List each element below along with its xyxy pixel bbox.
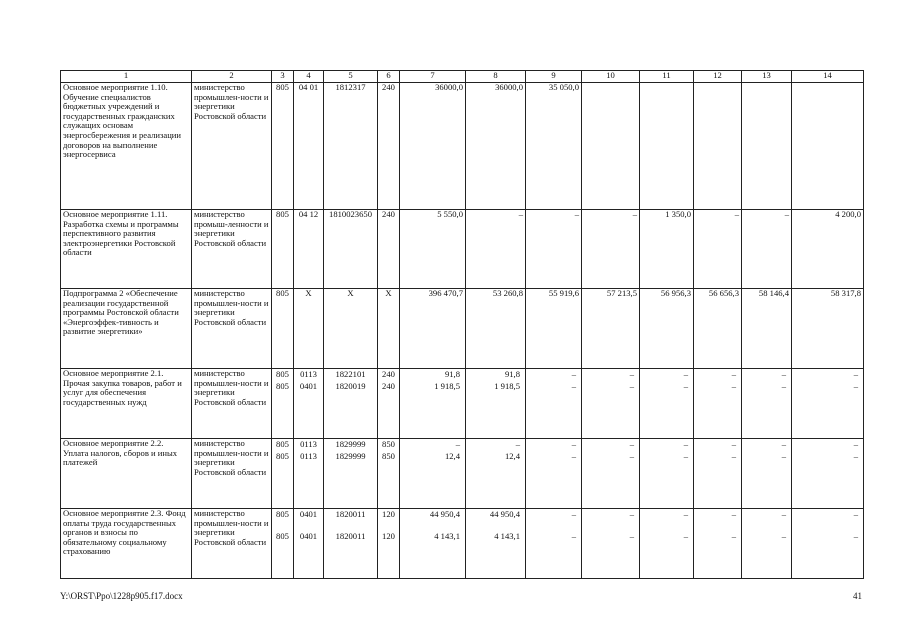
value-line: – [571,381,576,391]
value-cell: – [466,210,526,289]
value-cell [742,509,792,579]
value-line: 805 [276,381,289,391]
value-cell [694,83,742,210]
value-line: – [629,531,634,541]
value-line: – [853,451,858,461]
value-line: – [571,451,576,461]
col-header: 14 [792,71,864,83]
value-line: 120 [382,531,395,541]
value-cell [640,369,694,439]
value-cell: 56 656,3 [694,289,742,369]
value-line: 1829999 [335,439,366,449]
value-line: – [731,369,736,379]
value-line: – [455,439,460,449]
value-line: 0401 [299,381,318,391]
value-line: – [629,369,634,379]
value-cell [582,439,640,509]
value-cell [742,439,792,509]
value-cell: 1810023650 [324,210,378,289]
value-cell [400,439,466,509]
value-cell [640,83,694,210]
value-line: – [571,369,576,379]
value-line: – [515,439,520,449]
value-line: 12,4 [504,451,520,461]
value-cell: 36000,0 [466,83,526,210]
value-cell [694,369,742,439]
value-cell [694,439,742,509]
value-cell [272,439,294,509]
value-cell: 53 260,8 [466,289,526,369]
value-cell [400,509,466,579]
table-row [61,210,864,289]
value-cell [582,83,640,210]
value-cell: 04 01 [294,83,324,210]
value-cell: – [742,210,792,289]
col-header: 7 [400,71,466,83]
value-cell: 1 350,0 [640,210,694,289]
value-line: – [571,531,576,541]
value-cell [526,509,582,579]
value-line: 240 [382,381,395,391]
value-line: 12,4 [444,451,460,461]
value-line: 850 [382,451,395,461]
value-line: 1822101 [335,369,366,379]
value-cell: – [582,210,640,289]
value-line: – [781,381,786,391]
value-cell: Х [294,289,324,369]
value-line: 0113 [300,451,317,461]
value-line: 850 [382,439,395,449]
value-line: – [853,509,858,519]
event-name-cell: Основное мероприятие 2.2. Уплата налогов, сборов и иных платежей [61,439,192,509]
value-cell [792,83,864,210]
executor-cell: министерство промыш-ленности и энергетики Ростовской области [192,210,272,289]
value-line: 1 918,5 [434,381,460,391]
value-line: 4 143,1 [434,531,460,541]
value-line: – [683,439,688,449]
value-cell [466,369,526,439]
value-cell [582,509,640,579]
value-line: 4 143,1 [494,531,520,541]
value-line: 44 950,4 [429,509,460,519]
value-line: 1820011 [335,531,366,541]
value-cell [640,439,694,509]
table-row [61,439,864,509]
value-cell: 805 [272,289,294,369]
value-cell: Х [324,289,378,369]
value-line: – [731,531,736,541]
value-line: – [853,531,858,541]
value-line: – [781,451,786,461]
col-header: 10 [582,71,640,83]
value-line: 805 [276,509,289,519]
value-cell: 35 050,0 [526,83,582,210]
col-header: 13 [742,71,792,83]
value-cell: 240 [378,210,400,289]
value-line: – [629,451,634,461]
value-line: – [853,439,858,449]
value-line: – [571,509,576,519]
executor-cell: министерство промышлен-ности и энергетики Ростовской области [192,369,272,439]
event-name-cell: Основное мероприятие 2.3. Фонд оплаты труда государственных органов и взносы по обязательному социальному страхованию [61,509,192,579]
value-cell: 55 919,6 [526,289,582,369]
value-line: – [629,381,634,391]
value-line: – [629,509,634,519]
value-cell [294,509,324,579]
value-cell: Х [378,289,400,369]
value-line: 1829999 [335,451,366,461]
value-cell: – [526,210,582,289]
value-cell: 36000,0 [400,83,466,210]
value-line: 805 [276,369,289,379]
value-line: – [731,381,736,391]
value-cell: 1812317 [324,83,378,210]
value-line: 0401 [299,509,318,519]
col-header: 2 [192,71,272,83]
value-cell [378,509,400,579]
value-cell: 396 470,7 [400,289,466,369]
value-line: – [683,531,688,541]
table-row [61,369,864,439]
executor-cell: министерство промышлен-ности и энергетики Ростовской области [192,83,272,210]
value-line: 120 [382,509,395,519]
value-line: 1820019 [335,381,366,391]
value-cell [466,439,526,509]
value-line: – [853,381,858,391]
header-row [61,71,864,83]
col-header: 1 [61,71,192,83]
value-cell [640,509,694,579]
page-number: 41 [853,591,862,601]
value-line: 805 [276,451,289,461]
value-cell [582,369,640,439]
value-cell [792,439,864,509]
col-header: 4 [294,71,324,83]
value-line: 805 [276,439,289,449]
value-line: – [629,439,634,449]
value-cell [294,439,324,509]
col-header: 8 [466,71,526,83]
value-cell [324,439,378,509]
value-cell: 805 [272,210,294,289]
event-name-cell: Основное мероприятие 1.10. Обучение специалистов бюджетных учреждений и государственных гражданских служащих основам энергосбережения и реализации договоров на выполнение энергосервиса [61,83,192,210]
event-name-cell: Основное мероприятие 1.11. Разработка схемы и программы перспективного развития электроэнергетики Ростовской области [61,210,192,289]
value-cell [324,509,378,579]
value-line: – [781,369,786,379]
table-row [61,509,864,579]
value-line: – [571,439,576,449]
table-row [61,83,864,210]
col-header: 3 [272,71,294,83]
value-line: – [683,381,688,391]
value-cell [466,509,526,579]
value-cell: 240 [378,83,400,210]
value-cell: 58 317,8 [792,289,864,369]
value-cell: 4 200,0 [792,210,864,289]
value-line: – [731,509,736,519]
event-name-cell: Основное мероприятие 2.1. Прочая закупка товаров, работ и услуг для обеспечения государственных нужд [61,369,192,439]
budget-table [60,70,864,579]
value-cell: 805 [272,83,294,210]
value-line: – [781,509,786,519]
value-line: 1820011 [335,509,366,519]
col-header: 9 [526,71,582,83]
executor-cell: министерство промышлен-ности и энергетики Ростовской области [192,439,272,509]
value-cell [294,369,324,439]
value-line: 0113 [300,439,317,449]
value-line: 44 950,4 [489,509,520,519]
value-cell: 57 213,5 [582,289,640,369]
value-line: 91,8 [444,369,460,379]
value-line: 91,8 [504,369,520,379]
value-line: 240 [382,369,395,379]
value-cell: 04 12 [294,210,324,289]
value-cell: 5 550,0 [400,210,466,289]
col-header: 12 [694,71,742,83]
value-line: – [731,439,736,449]
event-name-cell: Подпрограмма 2 «Обеспечение реализации государственной программы Ростовской области «Энергоэффек-тивность и развитие энергетики» [61,289,192,369]
value-cell [742,369,792,439]
table-row [61,289,864,369]
col-header: 6 [378,71,400,83]
value-cell [526,369,582,439]
value-line: – [683,451,688,461]
executor-cell: министерство промышлен-ности и энергетики Ростовской области [192,509,272,579]
value-cell [742,83,792,210]
col-header: 5 [324,71,378,83]
value-cell [526,439,582,509]
value-line: – [781,531,786,541]
footer-file-path: Y:\ORST\Ppo\1228p905.f17.docx [60,591,183,601]
value-cell [400,369,466,439]
value-cell [792,369,864,439]
value-line: – [683,369,688,379]
value-line: – [683,509,688,519]
value-cell: 56 956,3 [640,289,694,369]
value-cell [792,509,864,579]
value-cell [378,369,400,439]
value-line: – [781,439,786,449]
value-cell [272,509,294,579]
value-line: – [853,369,858,379]
value-cell: – [694,210,742,289]
value-cell [324,369,378,439]
col-header: 11 [640,71,694,83]
value-line: 0113 [300,369,317,379]
executor-cell: министерство промышлен-ности и энергетики Ростовской области [192,289,272,369]
value-cell [694,509,742,579]
value-line: 1 918,5 [494,381,520,391]
value-cell [378,439,400,509]
value-line: 0401 [299,531,318,541]
value-cell: 58 146,4 [742,289,792,369]
value-line: – [731,451,736,461]
value-line: 805 [276,531,289,541]
value-cell [272,369,294,439]
